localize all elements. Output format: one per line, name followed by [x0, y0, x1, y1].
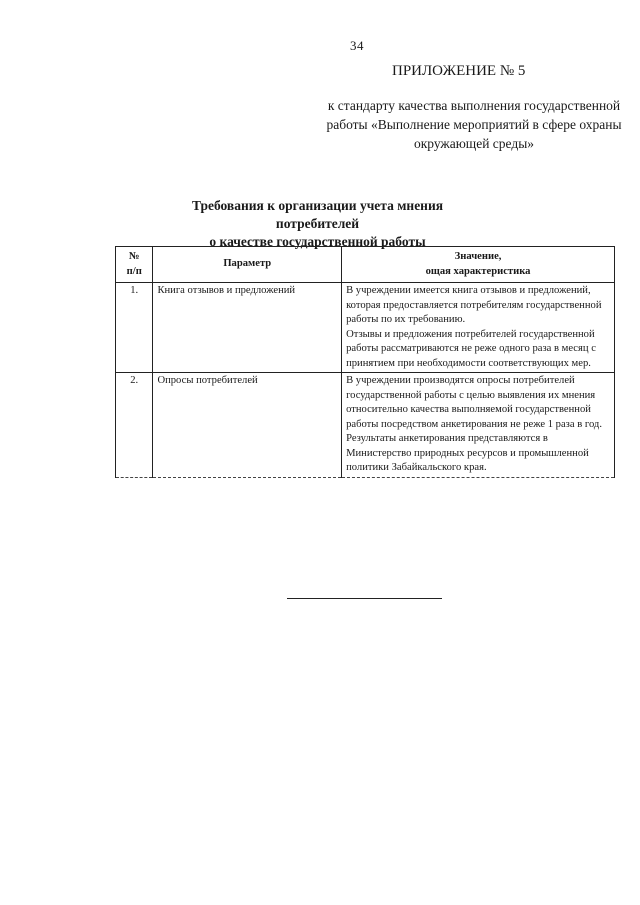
heading-line-1: Требования к организации учета мнения потребителей [191, 198, 444, 231]
header-value [342, 247, 615, 283]
row-value-paragraph: Отзывы и предложения потребителей государственной работы рассматриваются не реже одного раза в месяц с принятием при необходимости соответствующих мер. [346, 328, 596, 369]
row-number: 2. [116, 373, 153, 478]
header-value-line-2: ощая характеристика [425, 265, 531, 277]
header-number-line-2: п/п [126, 265, 142, 277]
row-parameter: Книга отзывов и предложений [153, 283, 342, 373]
page-number: 34 [350, 38, 364, 53]
appendix-title: ПРИЛОЖЕНИЕ № 5 [392, 63, 526, 79]
header-number [116, 247, 153, 283]
appendix-subtitle: к стандарту качества выполнения государственной работы «Выполнение мероприятий в сфере охраны окружающей среды» [326, 98, 622, 151]
header-value-line-1: Значение, [454, 251, 502, 262]
row-value-paragraph: В учреждении имеется книга отзывов и предложений, которая предоставляется потребителям государственной работы по их требованию. [346, 285, 602, 325]
row-value [342, 283, 615, 373]
table-row [116, 373, 615, 478]
header-number-line-1: № [128, 251, 140, 262]
table-row [116, 283, 615, 373]
row-parameter: Опросы потребителей [153, 373, 342, 478]
requirements-table [115, 246, 615, 478]
heading-line-2: о качестве государственной работы [209, 234, 426, 249]
closing-rule [287, 598, 442, 599]
row-number: 1. [116, 283, 153, 373]
row-value-paragraph: В учреждении производятся опросы потребителей государственной работы с целью выявления их мнения относительно качества выполняемой государственной работы посредством анкетирования не реже 1 раза в год. Результаты анкетирования представляются в Министерство природных ресурсов и промышленной политики Забайкальского края. [346, 375, 602, 473]
document-heading [150, 197, 485, 251]
header-parameter: Параметр [153, 247, 342, 283]
table-header-row [116, 247, 615, 283]
row-value [342, 373, 615, 478]
